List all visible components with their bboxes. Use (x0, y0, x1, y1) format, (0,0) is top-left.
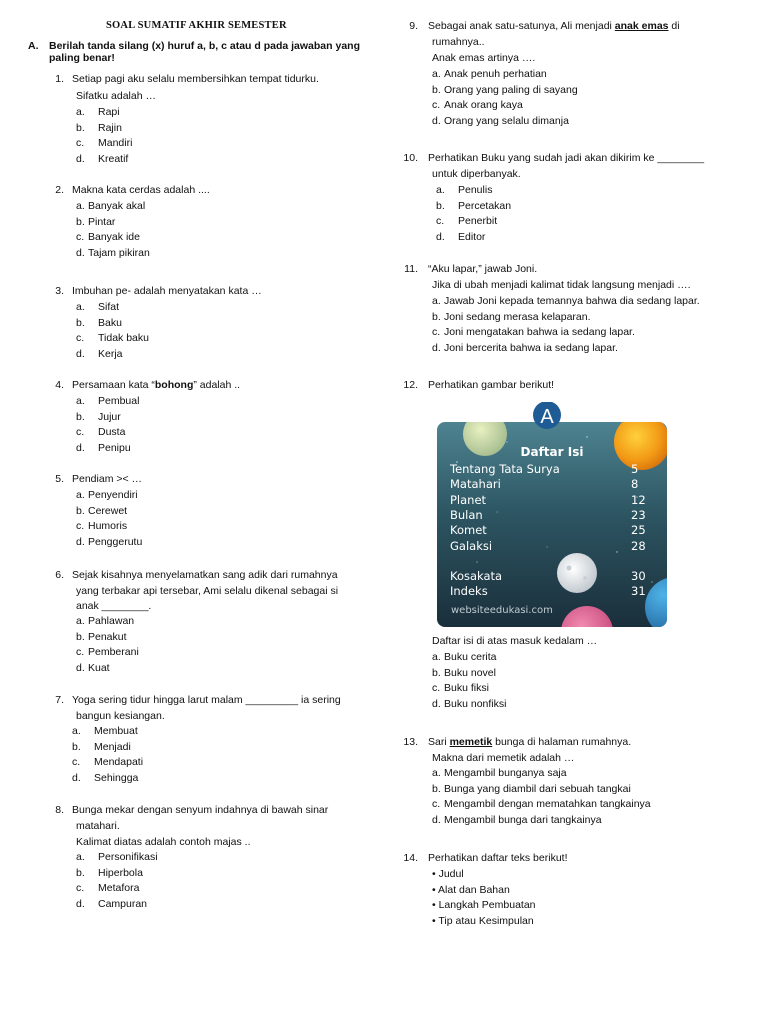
question-stem: Makna kata cerdas adalah .... (72, 184, 210, 196)
option-text: Buku cerita (444, 651, 497, 663)
option-letter: d. (76, 442, 85, 455)
question-stem: Sebagai anak satu-satunya, Ali menjadi anak emas di (428, 20, 680, 32)
option-text: Pembual (98, 395, 140, 407)
question-stem: Perhatikan daftar teks berikut! (428, 852, 568, 864)
question-stem-line: Sifatku adalah … (76, 90, 156, 102)
question-stem: Setiap pagi aku selalu membersihkan tempat tidurku. (72, 73, 319, 85)
option-letter: b. (432, 310, 441, 323)
question-number: 6. (55, 569, 64, 581)
question-stem: Yoga sering tidur hingga larut malam _________ ia sering (72, 694, 341, 706)
toc-entry-title: Bulan (450, 508, 483, 522)
option-letter: c. (432, 798, 441, 811)
option-letter: d. (432, 342, 441, 355)
keyword: anak emas (614, 20, 669, 32)
question-stem-line: rumahnya.. (432, 36, 485, 48)
question-stem: Sari memetik bunga di halaman rumahnya. (428, 736, 632, 748)
toc-watermark: websiteedukasi.com (451, 605, 553, 616)
option-letter: b. (76, 504, 85, 517)
option-text: Penakut (88, 630, 127, 643)
badge-letter: A (540, 406, 554, 428)
option-text: Sifat (98, 301, 120, 313)
option-letter: a. (436, 184, 445, 196)
toc-entry-page: 8 (631, 477, 639, 491)
option-text: Joni sedang merasa kelaparan. (444, 310, 591, 323)
question-stem: “Aku lapar,” jawab Joni. (428, 263, 538, 275)
option-letter: a. (72, 725, 81, 737)
option-letter: c. (436, 215, 445, 228)
option-text: Kreatif (98, 153, 129, 166)
text-list-item: • Langkah Pembuatan (432, 899, 536, 912)
option-letter: d. (76, 247, 85, 260)
toc-entry-page: 12 (631, 493, 646, 507)
option-letter: b. (432, 83, 441, 96)
option-text: Menjadi (94, 740, 131, 753)
question-number: 11. (404, 263, 418, 275)
option-letter: b. (76, 630, 85, 643)
option-letter: d. (72, 772, 81, 785)
option-letter: d. (76, 348, 85, 361)
option-letter: c. (432, 99, 441, 112)
option-letter: c. (432, 682, 441, 695)
option-letter: d. (436, 231, 445, 244)
option-letter: b. (76, 410, 85, 423)
option-text: Pahlawan (88, 615, 135, 627)
table-of-contents-image (437, 402, 667, 627)
question-number: 12. (403, 379, 418, 391)
question-number: 13. (403, 736, 418, 748)
option-text: Penerbit (458, 215, 498, 228)
question-stem: Pendiam >< … (72, 473, 143, 485)
option-text: Penyendiri (88, 489, 138, 501)
option-text: Mengambil dengan mematahkan tangkainya (444, 798, 651, 811)
option-letter: a. (432, 767, 441, 779)
option-text: Dusta (98, 426, 126, 439)
option-letter: d. (76, 536, 85, 549)
text-list-item: • Tip atau Kesimpulan (432, 915, 534, 928)
option-text: Tajam pikiran (88, 247, 150, 260)
question-stem-line: matahari. (76, 820, 120, 832)
option-letter: c. (76, 520, 85, 533)
option-text: Penipu (98, 442, 131, 455)
toc-entry-page: 31 (631, 584, 646, 598)
option-letter: d. (432, 698, 441, 711)
option-text: Penggerutu (88, 536, 143, 549)
question-stem-line: Makna dari memetik adalah … (432, 752, 575, 764)
question-number: 7. (55, 694, 64, 706)
question-number: 1. (55, 73, 64, 85)
toc-entry-title: Tentang Tata Surya (450, 462, 560, 476)
option-text: Percetakan (458, 199, 512, 212)
option-text: Joni mengatakan bahwa ia sedang lapar. (444, 326, 635, 339)
option-letter: a. (432, 295, 441, 307)
option-letter: c. (76, 426, 85, 439)
option-letter: a. (432, 651, 441, 663)
question-stem: Bunga mekar dengan senyum indahnya di bawah sinar (72, 804, 329, 816)
option-letter: d. (76, 153, 85, 166)
question-number: 5. (55, 473, 64, 485)
option-letter: c. (76, 646, 85, 659)
option-letter: b. (432, 666, 441, 679)
option-text: Mendapati (94, 756, 144, 769)
option-text: Mengambil bunga dari tangkainya (444, 814, 602, 827)
question-stem-line: yang terbakar api tersebar, Ami selalu dikenal sebagai si (76, 585, 339, 597)
toc-entry-page: 25 (631, 523, 646, 537)
option-text: Cerewet (88, 504, 128, 517)
question-stem-line: bangun kesiangan. (76, 710, 165, 722)
option-text: Penulis (458, 184, 493, 196)
option-text: Anak penuh perhatian (444, 68, 547, 80)
question-number: 2. (55, 184, 64, 196)
question-number: 4. (55, 379, 64, 391)
text-list-item: • Alat dan Bahan (432, 883, 510, 896)
option-text: Tidak baku (98, 332, 149, 345)
toc-entry-title: Kosakata (450, 569, 503, 583)
option-text: Pintar (88, 215, 116, 228)
option-letter: c. (76, 332, 85, 345)
option-letter: a. (76, 851, 85, 863)
option-text: Rapi (98, 106, 120, 118)
option-text: Mengambil bunganya saja (444, 767, 567, 779)
question-stem-line: untuk diperbanyak. (432, 168, 521, 180)
option-letter: a. (76, 615, 85, 627)
question-number: 3. (55, 285, 64, 297)
text-list-item: • Judul (432, 868, 464, 880)
question-stem-line: Anak emas artinya …. (432, 52, 536, 64)
option-text: Buku novel (444, 666, 496, 679)
option-text: Mandiri (98, 137, 133, 150)
option-letter: c. (76, 882, 85, 895)
option-letter: b. (436, 199, 445, 212)
question-12-followup: Daftar isi di atas masuk kedalam … (432, 635, 598, 647)
option-text: Membuat (94, 725, 138, 737)
option-text: Hiperbola (98, 866, 143, 879)
option-letter: c. (72, 756, 81, 769)
question-number: 8. (55, 804, 64, 816)
toc-entry-title: Planet (450, 493, 487, 507)
option-letter: c. (76, 137, 85, 150)
option-text: Pemberani (88, 646, 139, 659)
option-text: Jujur (98, 410, 121, 423)
option-text: Jawab Joni kepada temannya bahwa dia sedang lapar. (444, 295, 700, 307)
option-letter: a. (76, 106, 85, 118)
option-letter: d. (432, 814, 441, 827)
option-text: Metafora (98, 882, 140, 895)
toc-entry-title: Komet (450, 523, 487, 537)
question-number: 9. (409, 20, 418, 32)
option-text: Anak orang kaya (444, 99, 523, 112)
question-stem: Perhatikan gambar berikut! (428, 379, 555, 391)
option-letter: b. (76, 866, 85, 879)
option-text: Baku (98, 316, 122, 329)
section-instruction-text: Berilah tanda silang (x) huruf a, b, c atau d pada jawaban yang paling benar! (49, 40, 360, 64)
toc-entry-page: 23 (631, 508, 646, 522)
keyword: bohong (154, 379, 194, 391)
question-stem: Sejak kisahnya menyelamatkan sang adik dari rumahnya (72, 569, 338, 581)
question-number: 14. (403, 852, 418, 864)
option-letter: a. (76, 395, 85, 407)
option-text: Joni bercerita bahwa ia sedang lapar. (444, 342, 618, 355)
planet-graphic (463, 412, 507, 456)
toc-entry-title: Indeks (450, 584, 488, 598)
option-text: Kuat (88, 662, 110, 675)
option-text: Rajin (98, 121, 122, 134)
page-title: SOAL SUMATIF AKHIR SEMESTER (106, 20, 287, 31)
toc-entry-page: 28 (631, 539, 646, 553)
question-stem-line: Kalimat diatas adalah contoh majas .. (76, 836, 251, 848)
option-letter: b. (72, 740, 81, 753)
option-text: Kerja (98, 348, 123, 361)
question-stem: Imbuhan pe- adalah menyatakan kata … (72, 285, 262, 297)
option-letter: a. (432, 68, 441, 80)
option-letter: b. (76, 316, 85, 329)
option-text: Personifikasi (98, 851, 158, 863)
toc-entry-title: Galaksi (450, 539, 493, 553)
option-text: Campuran (98, 898, 148, 911)
option-letter: d. (432, 115, 441, 128)
question-stem: Persamaan kata “bohong” adalah .. (72, 379, 241, 391)
section-letter: A. (28, 40, 39, 52)
question-number: 10. (403, 152, 418, 164)
option-text: Sehingga (94, 772, 139, 785)
question-stem: Perhatikan Buku yang sudah jadi akan dikirim ke ________ (428, 152, 705, 164)
question-stem-line: Jika di ubah menjadi kalimat tidak langsung menjadi …. (432, 279, 691, 291)
question-stem-line: anak ________. (76, 600, 152, 612)
toc-entry-page: 5 (631, 462, 639, 476)
option-text: Editor (458, 231, 486, 244)
option-letter: d. (76, 898, 85, 911)
toc-heading: Daftar Isi (520, 445, 584, 459)
option-text: Buku nonfiksi (444, 698, 507, 711)
toc-entry-page: 30 (631, 569, 646, 583)
option-letter: a. (76, 200, 85, 212)
option-text: Buku fiksi (444, 682, 489, 695)
option-letter: b. (432, 782, 441, 795)
option-letter: a. (76, 489, 85, 501)
option-text: Banyak akal (88, 200, 146, 212)
option-text: Orang yang selalu dimanja (444, 115, 569, 128)
option-text: Bunga yang diambil dari sebuah tangkai (444, 782, 631, 795)
option-text: Banyak ide (88, 231, 140, 244)
option-text: Orang yang paling di sayang (444, 83, 578, 96)
option-letter: c. (432, 326, 441, 339)
option-letter: a. (76, 301, 85, 313)
option-letter: d. (76, 662, 85, 675)
toc-entry-title: Matahari (450, 477, 501, 491)
moon-graphic (557, 553, 597, 593)
option-letter: b. (76, 215, 85, 228)
option-letter: c. (76, 231, 85, 244)
keyword: memetik (449, 736, 493, 748)
option-letter: b. (76, 121, 85, 134)
option-text: Humoris (88, 520, 128, 533)
